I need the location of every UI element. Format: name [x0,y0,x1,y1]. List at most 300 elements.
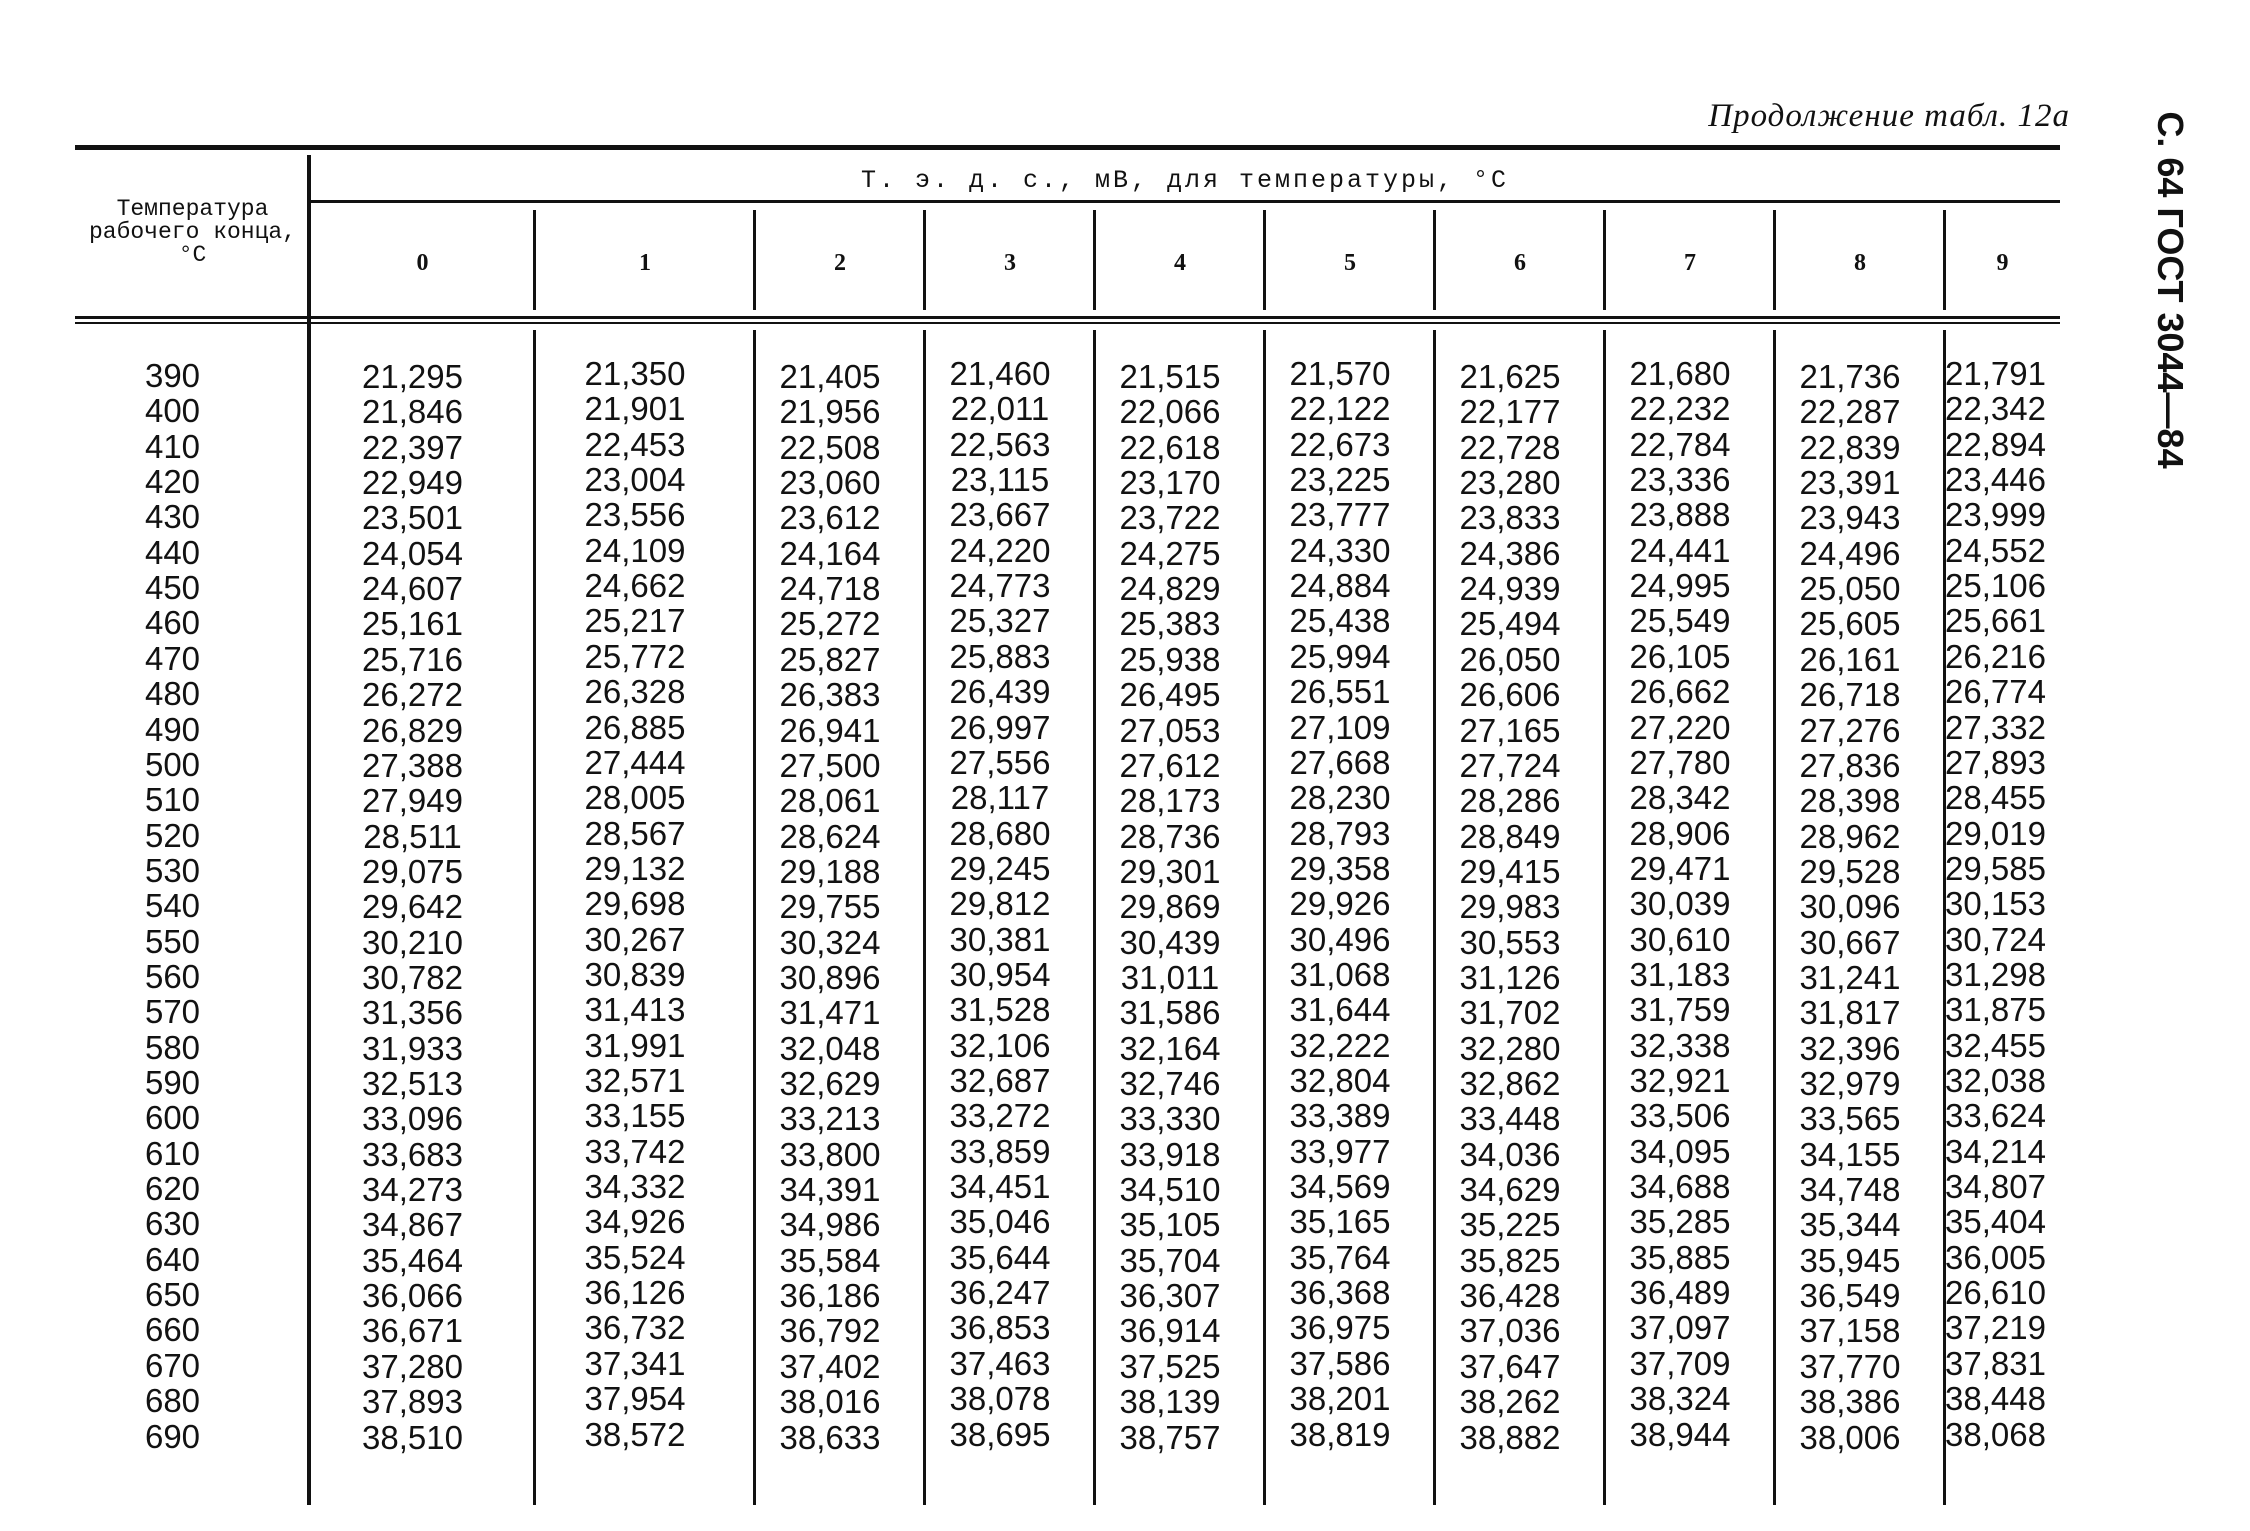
table-cell: 29,585 [1945,849,2046,887]
table-cell: 34,451 [949,1168,1051,1206]
column-divider [1943,210,1946,310]
column-header: 1 [639,250,651,276]
table-cell: 37,158 [1799,1312,1901,1350]
table-cell: 31,183 [1629,955,1731,993]
table-cell: 28,061 [779,782,881,820]
column-header: 5 [1344,250,1356,276]
row-label: 460 [144,604,201,642]
table-cell: 27,332 [1945,708,2046,746]
column-divider [533,210,536,310]
table-cell: 21,956 [779,393,881,431]
table-cell: 31,528 [949,991,1051,1029]
table-cell: 21,901 [584,390,686,428]
table-cell: 30,096 [1799,888,1901,926]
table-cell: 25,327 [949,602,1051,640]
table-cell: 21,295 [362,358,463,395]
table-cell: 37,463 [949,1344,1051,1382]
table-cell: 28,117 [950,779,1050,817]
table-cell: 37,647 [1459,1347,1561,1385]
table-cell: 37,770 [1799,1347,1901,1385]
table-cell: 31,413 [584,991,686,1029]
table-cell: 38,262 [1459,1383,1561,1421]
table-cell: 23,336 [1629,461,1731,499]
table-cell: 31,933 [362,1029,463,1067]
table-cell: 24,884 [1289,567,1391,605]
table-cell: 31,817 [1799,994,1901,1032]
table-cell: 26,606 [1459,676,1561,714]
table-cell: 28,906 [1629,814,1731,852]
table-cell: 35,885 [1629,1238,1731,1276]
table-cell: 36,307 [1119,1277,1221,1315]
table-cell: 35,285 [1629,1203,1731,1241]
table-cell: 32,396 [1799,1029,1901,1067]
table-cell: 38,006 [1799,1418,1901,1456]
table-cell: 30,324 [779,923,881,961]
table-cell: 31,126 [1459,958,1561,996]
table-cell: 30,667 [1799,923,1901,961]
table-cell: 23,170 [1119,464,1221,502]
table-cell: 31,644 [1289,991,1391,1029]
table-cell: 25,161 [362,605,463,643]
row-label: 640 [144,1240,201,1278]
table-cell: 21,350 [584,355,686,392]
column-header: 0 [416,250,429,276]
row-label: 550 [144,922,201,960]
table-cell: 33,096 [362,1100,463,1138]
table-cell: 27,165 [1459,711,1561,749]
table-cell: 25,716 [362,640,463,678]
row-label: 680 [144,1382,201,1420]
table-cell: 33,565 [1799,1100,1901,1138]
table-cell: 26,216 [1945,637,2046,675]
table-cell: 27,388 [362,746,463,784]
table-cell: 22,122 [1289,390,1391,428]
table-cell: 37,893 [362,1383,463,1421]
table-cell: 29,869 [1119,888,1221,926]
table-cell: 37,586 [1289,1344,1391,1382]
table-cell: 37,402 [779,1347,881,1385]
table-cell: 30,839 [584,955,686,993]
table-cell: 31,586 [1119,994,1221,1032]
table-cell: 31,068 [1289,955,1391,993]
table-cell: 32,048 [779,1029,881,1067]
table-cell: 21,846 [362,393,463,431]
table-cell: 25,383 [1119,605,1221,643]
table-cell: 34,688 [1629,1168,1731,1206]
table-cell: 28,230 [1289,779,1391,817]
table-cell: 26,105 [1629,637,1731,675]
table-cell: 26,997 [949,708,1051,746]
table-cell: 34,748 [1799,1171,1901,1209]
table-cell: 25,549 [1629,602,1731,640]
table-cell: 26,439 [949,673,1051,711]
table-cell: 32,629 [779,1065,881,1102]
column-header: 6 [1514,250,1526,276]
table-cell: 27,893 [1945,743,2046,781]
table-cell: 28,342 [1629,779,1731,817]
table-cell: 36,549 [1799,1277,1901,1315]
table-cell: 27,500 [779,746,881,784]
table-cell: 31,298 [1945,955,2046,993]
row-label: 600 [144,1099,201,1137]
table-cell: 24,718 [779,570,881,608]
table-cell: 38,633 [779,1418,881,1456]
table-cell: 29,698 [584,885,686,923]
table-cell: 29,358 [1289,849,1391,887]
row-label: 390 [144,357,201,394]
table-cell: 34,273 [362,1171,463,1209]
table-cell: 24,995 [1629,567,1731,605]
table-cell: 22,563 [949,425,1051,463]
table-cell: 35,644 [949,1238,1051,1276]
table-cell: 36,066 [362,1277,463,1315]
table-cell: 32,038 [1945,1062,2046,1099]
table-cell: 24,330 [1289,531,1391,569]
table-cell: 34,095 [1629,1132,1731,1170]
table-cell: 35,404 [1945,1203,2046,1241]
table-cell: 23,777 [1289,496,1391,534]
column-header: 7 [1684,250,1696,276]
table-cell: 24,496 [1799,534,1901,572]
table-cell: 27,668 [1289,743,1391,781]
table-cell: 29,301 [1119,852,1221,890]
table-cell: 35,704 [1119,1241,1221,1279]
table-cell: 23,280 [1459,464,1561,502]
table-cell: 27,724 [1459,746,1561,784]
row-label: 540 [144,887,201,925]
table-cell: 24,220 [949,531,1051,569]
table-cell: 22,894 [1945,425,2046,463]
table-cell: 35,464 [362,1241,463,1279]
column-header: 4 [1174,250,1186,276]
table-cell: 27,444 [584,743,686,781]
table-cell: 27,109 [1289,708,1391,746]
table-cell: 35,225 [1459,1206,1561,1244]
first-column-header: Температура рабочего конца, °С [88,196,297,268]
table-cell: 25,106 [1945,567,2046,605]
table-cell: 21,460 [949,355,1051,392]
table-cell: 24,662 [584,567,686,605]
group-header-rule [310,200,2060,203]
table-cell: 27,220 [1629,708,1731,746]
table-cell: 34,629 [1459,1171,1561,1209]
table-cell: 22,839 [1799,428,1901,466]
table-cell: 23,446 [1945,461,2046,499]
row-label: 570 [144,993,201,1031]
table-cell: 38,944 [1629,1415,1731,1453]
table-cell: 22,618 [1119,428,1221,466]
table-cell: 36,247 [949,1274,1051,1312]
table-cell: 29,245 [949,849,1051,887]
row-label: 690 [144,1417,201,1455]
table-cell: 37,036 [1459,1312,1561,1350]
table-cell: 34,867 [362,1206,463,1244]
table-cell: 37,831 [1945,1344,2046,1382]
table-cell: 34,986 [779,1206,881,1244]
table-cell: 30,039 [1629,885,1731,923]
column-header: 9 [1996,250,2009,276]
table-cell: 35,524 [584,1238,686,1276]
table-cell: 28,511 [363,817,462,855]
table-cell: 28,680 [949,814,1051,852]
table-cell: 24,109 [584,531,686,569]
table-cell: 36,368 [1289,1274,1391,1312]
table-cell: 22,011 [950,390,1050,428]
table-cell: 32,921 [1629,1062,1731,1099]
table-cell: 30,153 [1945,885,2046,923]
table-cell: 25,938 [1119,640,1221,678]
table-cell: 33,683 [362,1135,463,1173]
table-cell: 38,510 [362,1418,463,1456]
table-cell: 26,885 [584,708,686,746]
table-cell: 37,954 [584,1380,686,1418]
table-cell: 22,232 [1629,390,1731,428]
table-cell: 31,241 [1799,958,1901,996]
table-cell: 32,513 [362,1065,463,1102]
table-cell: 27,780 [1629,743,1731,781]
table-cell: 25,494 [1459,605,1561,643]
table-cell: 22,673 [1289,425,1391,463]
table-cell: 25,827 [779,640,881,678]
row-label: 400 [144,392,201,430]
table-cell: 25,438 [1289,602,1391,640]
table-cell: 35,764 [1289,1238,1391,1276]
table-cell: 29,755 [779,888,881,926]
table-cell: 25,217 [584,602,686,640]
table-cell: 33,742 [584,1132,686,1170]
table-cell: 25,050 [1799,570,1901,608]
table-cell: 30,724 [1945,920,2046,958]
table-cell: 24,773 [949,567,1051,605]
table-cell: 32,338 [1629,1026,1731,1064]
table-cell: 29,132 [584,849,686,887]
table-cell: 25,772 [584,637,686,675]
row-label: 670 [144,1346,201,1384]
table-cell: 25,605 [1799,605,1901,643]
table-cell: 25,994 [1289,637,1391,675]
table-cell: 38,016 [779,1383,881,1421]
table-cell: 29,188 [779,852,881,890]
table-cell: 25,883 [949,637,1051,675]
table-cell: 37,280 [362,1347,463,1385]
table-cell: 30,782 [362,958,463,996]
table-cell: 33,800 [779,1135,881,1173]
table-cell: 38,757 [1119,1418,1221,1456]
table-cell: 22,342 [1945,390,2046,428]
table-cell: 32,222 [1289,1026,1391,1064]
table-cell: 26,383 [779,676,881,714]
table-cell: 32,746 [1119,1065,1221,1102]
row-label: 440 [144,533,201,571]
table-cell: 38,078 [949,1380,1051,1418]
table-cell: 28,793 [1289,814,1391,852]
table-cell: 33,330 [1119,1100,1221,1138]
table-cell: 29,528 [1799,852,1901,890]
table-cell: 26,829 [362,711,463,749]
table-cell: 38,068 [1945,1415,2046,1453]
table-cell: 38,139 [1119,1383,1221,1421]
row-label: 590 [144,1064,201,1101]
table-cell: 38,448 [1945,1380,2046,1418]
table-cell: 29,642 [362,888,463,926]
table-cell: 23,225 [1289,461,1391,499]
table-cell: 28,455 [1945,779,2046,817]
table-cell: 26,941 [779,711,881,749]
table-cell: 32,687 [949,1062,1051,1099]
row-label: 500 [144,745,201,783]
table-cell: 34,036 [1459,1135,1561,1173]
table-cell: 35,046 [949,1203,1051,1241]
table-cell: 27,949 [362,782,463,820]
table-cell: 36,792 [779,1312,881,1350]
table-top-rule [75,145,2060,150]
table-cell: 38,819 [1289,1415,1391,1453]
table-cell: 33,977 [1289,1132,1391,1170]
table-cell: 30,954 [949,955,1051,993]
table-cell: 30,610 [1629,920,1731,958]
table-cell: 28,736 [1119,817,1221,855]
table-cell: 25,661 [1945,602,2046,640]
table-cell: 34,332 [584,1168,686,1206]
table-cell: 22,949 [362,464,463,502]
table-cell: 24,607 [362,570,463,608]
table-cell: 24,386 [1459,534,1561,572]
row-label: 410 [144,427,201,465]
column-divider [1433,210,1436,310]
table-cell: 24,275 [1119,534,1221,572]
table-cell: 27,556 [949,743,1051,781]
table-cell: 33,155 [584,1097,686,1135]
table-cell: 36,005 [1945,1238,2046,1276]
table-cell: 31,759 [1629,991,1731,1029]
table-cell: 23,888 [1629,496,1731,534]
table-cell: 36,975 [1289,1309,1391,1347]
table-cell: 25,272 [779,605,881,643]
table-cell: 21,680 [1629,355,1731,392]
table-cell: 33,213 [779,1100,881,1138]
table-cell: 35,344 [1799,1206,1901,1244]
table-cell: 36,186 [779,1277,881,1315]
row-label: 420 [144,463,201,501]
table-cell: 38,695 [949,1415,1051,1453]
row-label: 510 [144,781,201,819]
header-bottom-rule [75,316,2060,319]
table-cell: 38,324 [1629,1380,1731,1418]
table-cell: 30,381 [949,920,1051,958]
table-cell: 36,428 [1459,1277,1561,1315]
table-cell: 32,280 [1459,1029,1561,1067]
table-cell: 23,722 [1119,499,1221,537]
table-cell: 37,525 [1119,1347,1221,1385]
table-cell: 23,612 [779,499,881,537]
column-divider [1093,210,1096,310]
table-cell: 22,784 [1629,425,1731,463]
table-cell: 28,849 [1459,817,1561,855]
table-cell: 34,155 [1799,1135,1901,1173]
table-cell: 23,115 [950,461,1050,499]
column-divider [1263,210,1266,310]
table-cell: 37,097 [1629,1309,1731,1347]
table-cell: 35,584 [779,1241,881,1279]
table-cell: 38,201 [1289,1380,1391,1418]
table-cell: 24,054 [362,534,463,572]
table-cell: 30,896 [779,958,881,996]
row-label: 490 [144,710,201,748]
table-cell: 29,471 [1629,849,1731,887]
table-cell: 32,164 [1119,1029,1221,1067]
table-cell: 32,862 [1459,1065,1561,1102]
table-cell: 35,825 [1459,1241,1561,1279]
table-cell: 26,272 [362,676,463,714]
table-cell: 24,939 [1459,570,1561,608]
column-divider [753,210,756,310]
table-cell: 31,471 [779,994,881,1032]
table-cell: 31,991 [584,1026,686,1064]
row-label: 610 [144,1134,201,1172]
table-cell: 21,791 [1945,355,2046,392]
table-cell: 24,552 [1945,531,2046,569]
group-header: Т. э. д. с., мВ, для температуры, °С [860,166,1510,195]
row-label: 520 [144,816,201,854]
table-cell: 27,276 [1799,711,1901,749]
table-cell: 32,979 [1799,1065,1901,1102]
row-label: 630 [144,1205,201,1243]
table-cell: 29,926 [1289,885,1391,923]
table-cell: 30,553 [1459,923,1561,961]
table-cell: 32,804 [1289,1062,1391,1099]
table-cell: 30,267 [584,920,686,958]
table-cell: 32,106 [949,1026,1051,1064]
table-cell: 37,219 [1945,1309,2046,1347]
table-cell: 29,075 [362,852,463,890]
table-cell: 34,510 [1119,1171,1221,1209]
row-label: 650 [144,1276,201,1314]
row-label: 430 [144,498,201,536]
table-caption: Продолжение табл. 12а [1708,98,2070,134]
column-divider [1773,210,1776,310]
table-cell: 33,859 [949,1132,1051,1170]
row-label: 580 [144,1028,201,1066]
table-cell: 34,926 [584,1203,686,1241]
column-header: 2 [834,250,846,276]
table-cell: 31,702 [1459,994,1561,1032]
table-cell: 38,882 [1459,1418,1561,1456]
table-cell: 29,019 [1945,814,2046,852]
table-cell: 37,341 [584,1344,686,1382]
table-cell: 33,389 [1289,1097,1391,1135]
table-cell: 26,495 [1119,676,1221,714]
table-cell: 31,356 [362,994,463,1032]
table-cell: 23,501 [362,499,463,537]
table-cell: 33,506 [1629,1097,1731,1135]
running-header-text: С. 64 ГОСТ 3044—84 [2150,111,2191,469]
table-cell: 22,177 [1459,393,1561,431]
table-cell: 30,439 [1119,923,1221,961]
table-cell: 38,386 [1799,1383,1901,1421]
table-cell: 27,612 [1119,746,1221,784]
table-cell: 36,489 [1629,1274,1731,1312]
table-cell: 23,391 [1799,464,1901,502]
table-cell: 24,829 [1119,570,1221,608]
column-divider [923,210,926,310]
table-cell: 28,624 [779,817,881,855]
table-cell: 26,551 [1289,673,1391,711]
table-cell: 29,812 [949,885,1051,923]
table-cell: 36,126 [584,1274,686,1312]
column-header: 3 [1004,250,1016,276]
row-label: 560 [144,957,201,995]
table-cell: 28,567 [584,814,686,852]
